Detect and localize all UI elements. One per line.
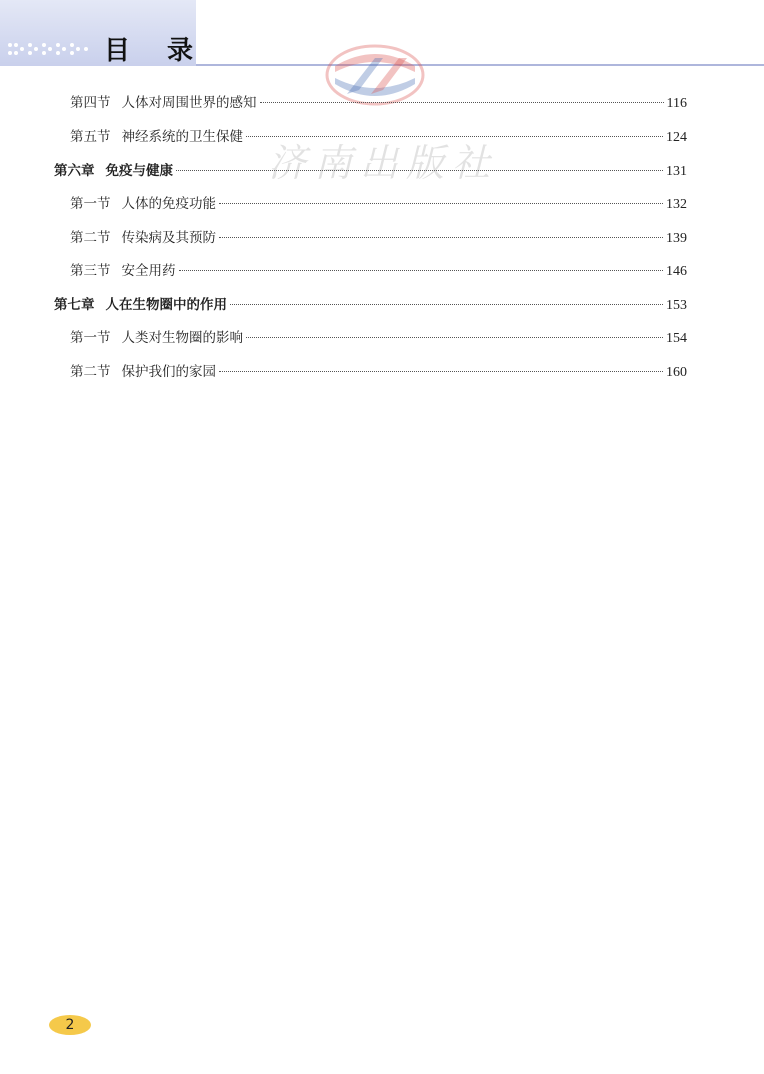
toc-number: 第三节	[70, 263, 111, 279]
toc-page: 131	[666, 164, 687, 179]
toc-page: 146	[666, 264, 687, 279]
toc-title: 人体对周围世界的感知	[121, 95, 257, 111]
toc-number: 第一节	[70, 330, 111, 346]
toc-page: 116	[666, 96, 687, 111]
toc-chapter-entry[interactable]	[54, 161, 687, 181]
dot-leader	[260, 101, 664, 103]
toc-entry[interactable]	[70, 228, 687, 248]
header-rule	[196, 64, 764, 66]
toc-number: 第四节	[70, 95, 111, 111]
toc-number: 第七章	[54, 297, 95, 313]
toc-title: 保护我们的家园	[121, 364, 216, 380]
toc-page: 160	[666, 365, 687, 380]
toc-page: 153	[666, 298, 687, 313]
toc-title: 神经系统的卫生保健	[121, 129, 243, 145]
toc-title: 人类对生物圈的影响	[121, 330, 243, 346]
toc-chapter-entry[interactable]	[54, 295, 687, 315]
toc-number: 第一节	[70, 196, 111, 212]
toc-title: 传染病及其预防	[121, 230, 216, 246]
toc-entry[interactable]	[70, 328, 687, 348]
dot-leader	[179, 269, 664, 271]
toc-entry[interactable]	[70, 362, 687, 382]
toc-page: 154	[666, 331, 687, 346]
toc-entry[interactable]	[70, 93, 687, 113]
toc-title: 安全用药	[121, 263, 176, 279]
toc-entry[interactable]	[70, 261, 687, 281]
toc-number: 第六章	[54, 163, 95, 179]
page-number-badge: 2	[49, 1015, 91, 1035]
page-title: 目 录	[104, 36, 208, 66]
watermark-text: 济南出版社	[268, 141, 499, 185]
dot-leader	[219, 370, 663, 372]
dot-leader	[246, 135, 663, 137]
dot-leader	[176, 169, 663, 171]
dot-leader	[230, 303, 663, 305]
toc-title: 人在生物圈中的作用	[105, 297, 227, 313]
dot-leader	[219, 202, 663, 204]
decorative-dots-icon	[6, 36, 90, 62]
toc-title: 免疫与健康	[105, 163, 173, 179]
toc-number: 第五节	[70, 129, 111, 145]
dot-leader	[219, 236, 663, 238]
toc-page: 139	[666, 231, 687, 246]
dot-leader	[246, 336, 663, 338]
toc-number: 第二节	[70, 230, 111, 246]
toc-entry[interactable]	[70, 127, 687, 147]
toc-title: 人体的免疫功能	[121, 196, 216, 212]
toc-number: 第二节	[70, 364, 111, 380]
toc-page: 124	[666, 130, 687, 145]
toc-page: 132	[666, 197, 687, 212]
toc-entry[interactable]	[70, 194, 687, 214]
